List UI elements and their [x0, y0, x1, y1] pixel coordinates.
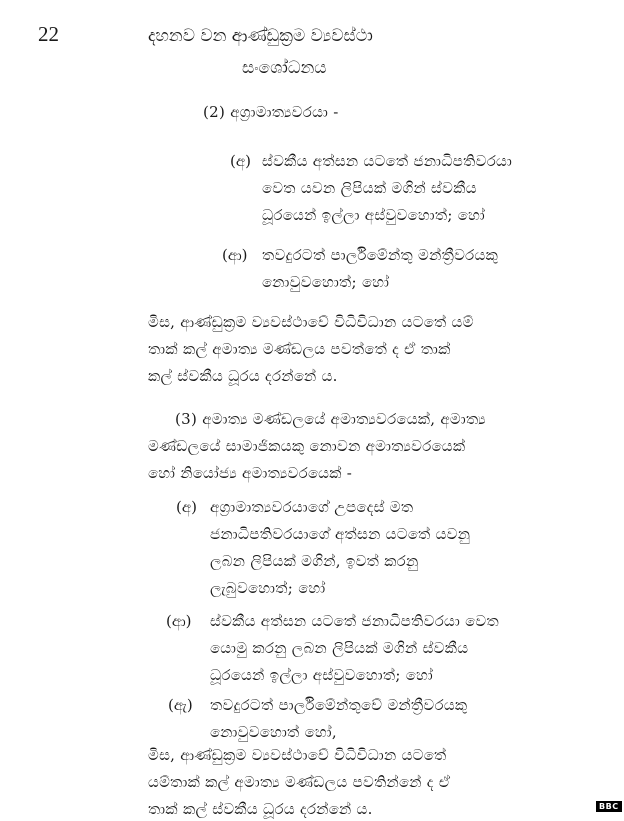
clause-2-closing-line: මිස, ආණ්ඩුක්‍රම ව්‍යවස්ථාවේ විධිවිධාන යටතේ යම්: [148, 313, 474, 331]
clause-2-item-a-line: ස්වකීය අත්සන යටතේ ජනාධිපතිවරයා: [262, 152, 513, 170]
clause-3-item-a-marker: (අ): [176, 498, 197, 516]
clause-3-item-aa-line: යොමු කරනු ලබන ලිපියක් මගින් ස්වකීය: [210, 639, 469, 657]
clause-3-intro-line: (3) අමාත්‍ය මණ්ඩලයේ අමාත්‍යවරයෙක්, අමාත්‍ය: [175, 410, 486, 428]
clause-3-item-aa-line: ධූරයෙන් ඉල්ලා අස්වුවහොත්; හෝ: [210, 666, 434, 684]
clause-3-closing-line: තාක් කල් ස්වකීය ධූරය දරන්නේ ය.: [148, 800, 373, 818]
clause-2-closing-line: කල් ස්වකීය ධූරය දරන්නේ ය.: [148, 367, 338, 385]
clause-2-item-aa-line: නොවුවහොත්; හෝ: [262, 273, 390, 291]
page-number: 22: [38, 22, 59, 46]
clause-3-closing-line: මිස, ආණ්ඩුක්‍රම ව්‍යවස්ථාවේ විධිවිධාන යටතේ: [148, 746, 447, 764]
clause-2-item-aa-line: තවදුරටත් පාර්ලිමේන්තු මන්ත්‍රීවරයකු: [262, 246, 499, 264]
clause-3-intro-line: හෝ නියෝජ්‍ය අමාත්‍යවරයෙක් -: [148, 464, 353, 482]
clause-2-item-a-line: ධූරයෙන් ඉල්ලා අස්වුවහොත්; හෝ: [262, 206, 486, 224]
clause-3-item-a-line: ලැබුවහොත්; හෝ: [210, 579, 326, 597]
clause-2-intro: (2) අග්‍රාමාත්‍යවරයා -: [203, 103, 339, 121]
clause-3-intro-line: මණ්ඩලයේ සාමාජිකයකු නොවන අමාත්‍යවරයෙක්: [148, 437, 466, 455]
clause-2-item-a-marker: (අ): [230, 152, 251, 170]
clause-2-closing-line: තාක් කල් අමාත්‍ය මණ්ඩලය පවත්තේ ද ඒ තාක්: [148, 340, 451, 358]
bbc-watermark-logo: BBC: [596, 801, 622, 812]
clause-3-item-a-line: ජනාධිපතිවරයාගේ අත්සන යටතේ යවනු: [210, 525, 471, 543]
heading-line-2: සංශෝධනය: [242, 58, 327, 78]
clause-3-item-aa-line: ස්වකීය අත්සන යටතේ ජනාධිපතිවරයා වෙත: [210, 612, 499, 630]
heading-line-1: දහනව වන ආණ්ඩුක්‍රම ව්‍යවස්ථා: [148, 26, 373, 46]
clause-2-item-aa-marker: (ආ): [222, 246, 248, 264]
clause-2-item-a-line: වෙත යවන ලිපියක් මගින් ස්වකීය: [262, 179, 477, 197]
clause-3-item-ae-line: නොවුවහොත් හෝ,: [210, 723, 337, 741]
clause-3-item-a-line: අග්‍රාමාත්‍යවරයාගේ උපදෙස් මත: [210, 498, 414, 516]
clause-3-item-ae-marker: (ඇ): [168, 696, 193, 714]
clause-3-closing-line: යම්තාක් කල් අමාත්‍ය මණ්ඩලය පවතින්නේ ද ඒ: [148, 773, 451, 791]
clause-3-item-a-line: ලබන ලිපියක් මගින්, ඉවත් කරනු: [210, 552, 419, 570]
clause-3-item-aa-marker: (ආ): [166, 612, 192, 630]
clause-3-item-ae-line: තවදුරටත් පාර්ලිමේන්තුවේ මන්ත්‍රීවරයකු: [210, 696, 468, 714]
